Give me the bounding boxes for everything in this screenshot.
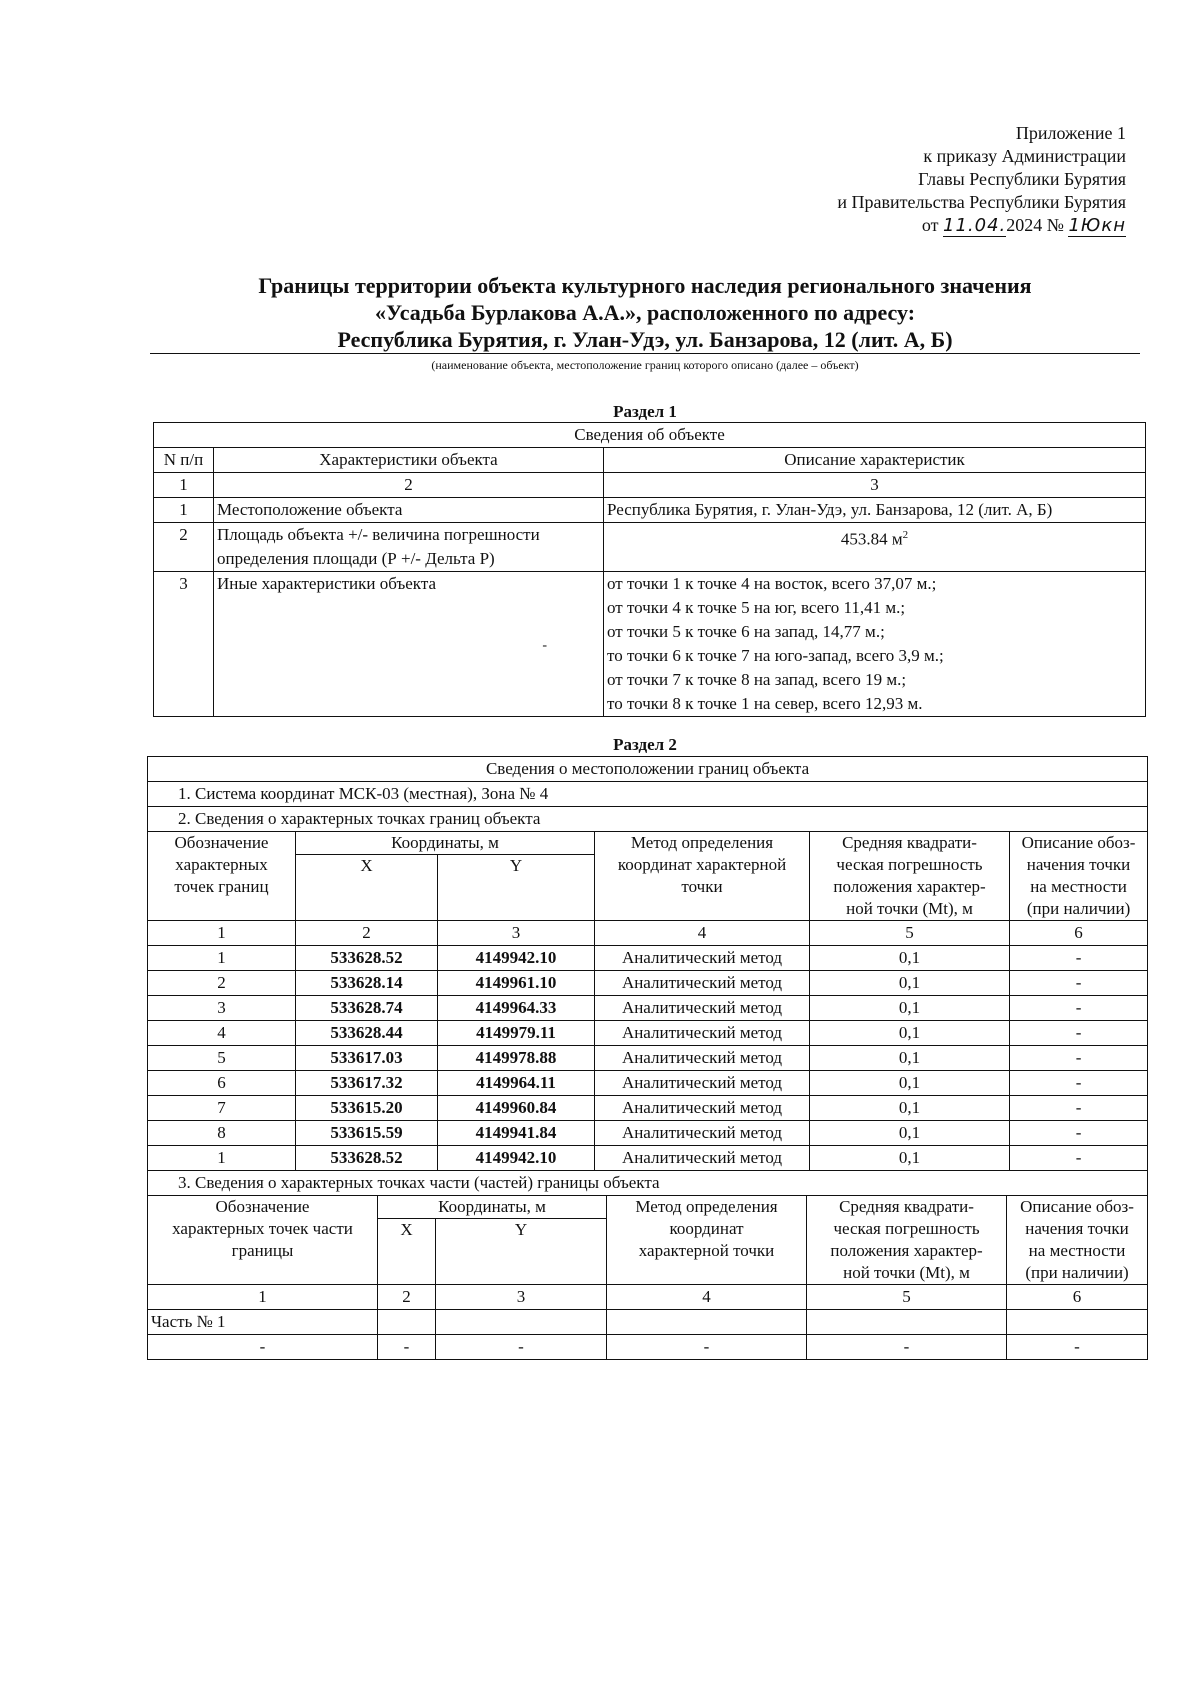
appendix-date-line bbox=[837, 214, 1126, 237]
column-number: 5 bbox=[810, 921, 1010, 946]
points-body bbox=[148, 946, 1148, 1171]
boundary-description-line: от точки 4 к точке 5 на юг, всего 11,41 м.; bbox=[607, 598, 906, 617]
header-line: Обозначение bbox=[215, 1197, 310, 1216]
point-method: Аналитический метод bbox=[595, 1046, 810, 1071]
point-description: - bbox=[1010, 971, 1148, 996]
column-number: 6 bbox=[1010, 921, 1148, 946]
date-year: 2024 bbox=[1006, 215, 1043, 235]
column-number: 3 bbox=[604, 473, 1146, 498]
point-description: - bbox=[1010, 946, 1148, 971]
point-x: 533615.59 bbox=[296, 1121, 438, 1146]
part-label: Часть № 1 bbox=[148, 1310, 378, 1335]
point-y: 4149942.10 bbox=[438, 946, 595, 971]
header-y: Y bbox=[436, 1219, 607, 1285]
header-error bbox=[807, 1196, 1007, 1285]
area-unit-sup: 2 bbox=[902, 529, 909, 541]
point-mt: 0,1 bbox=[810, 1146, 1010, 1171]
header-x: X bbox=[378, 1219, 436, 1285]
table-row bbox=[148, 971, 1148, 996]
table-row bbox=[148, 1071, 1148, 1096]
point-id: 4 bbox=[148, 1021, 296, 1046]
header-line: характерной точки bbox=[638, 1241, 775, 1260]
empty-cell bbox=[436, 1310, 607, 1335]
appendix-line: и Правительства Республики Бурятия bbox=[837, 192, 1126, 212]
part-cell: - bbox=[607, 1335, 807, 1360]
header-line: ной точки (Mt), м bbox=[846, 899, 973, 918]
title-line-1: Границы территории объекта культурного наследия регионального значения bbox=[258, 273, 1032, 298]
column-number: 5 bbox=[807, 1285, 1007, 1310]
header-designation bbox=[148, 832, 296, 921]
point-description: - bbox=[1010, 996, 1148, 1021]
part-cell: - bbox=[378, 1335, 436, 1360]
point-mt: 0,1 bbox=[810, 1046, 1010, 1071]
column-number: 6 bbox=[1007, 1285, 1148, 1310]
point-id: 6 bbox=[148, 1071, 296, 1096]
table-row bbox=[148, 1335, 1148, 1360]
table-row bbox=[148, 1096, 1148, 1121]
header-method bbox=[607, 1196, 807, 1285]
characteristic-name-text: Иные характеристики объекта bbox=[217, 574, 437, 593]
point-mt: 0,1 bbox=[810, 946, 1010, 971]
appendix-line: к приказу Администрации bbox=[923, 146, 1126, 166]
characteristic-name-line: Площадь объекта +/- величина погрешности bbox=[217, 525, 540, 544]
column-number: 1 bbox=[148, 1285, 378, 1310]
document-title bbox=[150, 272, 1140, 354]
part-cell: - bbox=[1007, 1335, 1148, 1360]
point-y: 4149979.11 bbox=[438, 1021, 595, 1046]
point-mt: 0,1 bbox=[810, 996, 1010, 1021]
header-cell: N п/п bbox=[154, 448, 214, 473]
characteristic-name bbox=[214, 572, 604, 717]
header-line: положения характер- bbox=[833, 877, 986, 896]
point-method: Аналитический метод bbox=[595, 1146, 810, 1171]
point-x: 533628.44 bbox=[296, 1021, 438, 1046]
point-y: 4149978.88 bbox=[438, 1046, 595, 1071]
point-mt: 0,1 bbox=[810, 971, 1010, 996]
order-number-handwritten: 1Юкн bbox=[1068, 215, 1126, 236]
point-y: 4149960.84 bbox=[438, 1096, 595, 1121]
header-line: характерных bbox=[175, 855, 268, 874]
section2-parts-table bbox=[147, 1195, 1148, 1360]
header-cell: Описание характеристик bbox=[604, 448, 1146, 473]
table-row bbox=[154, 572, 1146, 717]
table-row bbox=[148, 807, 1148, 832]
table-row bbox=[148, 946, 1148, 971]
boundary-description-line: то точки 8 к точке 1 на север, всего 12,93 м. bbox=[607, 694, 923, 713]
characteristic-value bbox=[604, 523, 1146, 572]
header-error bbox=[810, 832, 1010, 921]
header-line: границы bbox=[231, 1241, 294, 1260]
header-coordinates: Координаты, м bbox=[296, 832, 595, 855]
column-number: 4 bbox=[607, 1285, 807, 1310]
part-cell: - bbox=[807, 1335, 1007, 1360]
title-line-2: «Усадьба Бурлакова А.А.», расположенного по адресу: bbox=[374, 300, 916, 325]
point-description: - bbox=[1010, 1021, 1148, 1046]
point-mt: 0,1 bbox=[810, 1096, 1010, 1121]
table-header-row bbox=[154, 448, 1146, 473]
header-line: точки bbox=[681, 877, 723, 896]
parts-subtitle: 3. Сведения о характерных точках части (частей) границы объекта bbox=[148, 1171, 1148, 1196]
table-header-row bbox=[148, 1196, 1148, 1219]
point-method: Аналитический метод bbox=[595, 996, 810, 1021]
section2-points-table bbox=[147, 756, 1148, 1196]
header-line: координат bbox=[669, 1219, 744, 1238]
table-row bbox=[148, 1171, 1148, 1196]
column-number: 2 bbox=[214, 473, 604, 498]
point-method: Аналитический метод bbox=[595, 971, 810, 996]
point-method: Аналитический метод bbox=[595, 1121, 810, 1146]
header-line: начения точки bbox=[1026, 855, 1131, 874]
characteristic-name: Местоположение объекта bbox=[214, 498, 604, 523]
header-line: (при наличии) bbox=[1025, 1263, 1129, 1282]
column-number: 2 bbox=[378, 1285, 436, 1310]
point-method: Аналитический метод bbox=[595, 1021, 810, 1046]
table-title: Сведения об объекте bbox=[154, 423, 1146, 448]
title-line-3: Республика Бурятия, г. Улан-Удэ, ул. Банзарова, 12 (лит. А, Б) bbox=[150, 326, 1140, 354]
header-line: координат характерной bbox=[617, 855, 787, 874]
header-line: Описание обоз- bbox=[1020, 1197, 1134, 1216]
header-line: ческая погрешность bbox=[836, 855, 983, 874]
section1-table bbox=[153, 422, 1146, 717]
part-cell: - bbox=[436, 1335, 607, 1360]
point-x: 533628.14 bbox=[296, 971, 438, 996]
table-row bbox=[148, 1121, 1148, 1146]
header-line: характерных точек части bbox=[172, 1219, 353, 1238]
point-mt: 0,1 bbox=[810, 1121, 1010, 1146]
title-subnote: (наименование объекта, местоположение границ которого описано (далее – объект) bbox=[431, 358, 859, 372]
header-line: положения характер- bbox=[830, 1241, 983, 1260]
header-line: Обозначение bbox=[174, 833, 269, 852]
point-mt: 0,1 bbox=[810, 1071, 1010, 1096]
header-line: Метод определения bbox=[635, 1197, 778, 1216]
column-number: 1 bbox=[148, 921, 296, 946]
header-line: на местности bbox=[1028, 1241, 1126, 1260]
point-x: 533628.74 bbox=[296, 996, 438, 1021]
table-row bbox=[148, 996, 1148, 1021]
empty-cell bbox=[807, 1310, 1007, 1335]
header-description bbox=[1010, 832, 1148, 921]
point-y: 4149961.10 bbox=[438, 971, 595, 996]
point-description: - bbox=[1010, 1146, 1148, 1171]
area-value: 453.84 м bbox=[840, 529, 903, 549]
row-number: 3 bbox=[154, 572, 214, 717]
row-number: 2 bbox=[154, 523, 214, 572]
header-line: на местности bbox=[1030, 877, 1127, 896]
date-prefix: от bbox=[921, 215, 939, 235]
table-row bbox=[154, 498, 1146, 523]
point-method: Аналитический метод bbox=[595, 946, 810, 971]
empty-cell bbox=[1007, 1310, 1148, 1335]
header-line: точек границ bbox=[174, 877, 269, 896]
table-row bbox=[148, 1021, 1148, 1046]
point-mt: 0,1 bbox=[810, 1021, 1010, 1046]
part-cell: - bbox=[148, 1335, 378, 1360]
point-x: 533628.52 bbox=[296, 946, 438, 971]
point-y: 4149964.33 bbox=[438, 996, 595, 1021]
point-id: 3 bbox=[148, 996, 296, 1021]
appendix-line: Приложение 1 bbox=[1015, 123, 1126, 143]
point-id: 5 bbox=[148, 1046, 296, 1071]
header-line: ной точки (Mt), м bbox=[843, 1263, 970, 1282]
point-x: 533617.03 bbox=[296, 1046, 438, 1071]
header-line: Метод определения bbox=[630, 833, 774, 852]
column-number: 3 bbox=[436, 1285, 607, 1310]
header-x: X bbox=[296, 855, 438, 921]
boundary-description-line: от точки 5 к точке 6 на запад, 14,77 м.; bbox=[607, 622, 885, 641]
column-number-row bbox=[148, 921, 1148, 946]
coordinate-system: 1. Система координат МСК-03 (местная), Зона № 4 bbox=[148, 782, 1148, 807]
point-description: - bbox=[1010, 1121, 1148, 1146]
header-line: ческая погрешность bbox=[833, 1219, 980, 1238]
point-description: - bbox=[1010, 1096, 1148, 1121]
header-line: Средняя квадрати- bbox=[839, 1197, 974, 1216]
table-row bbox=[148, 782, 1148, 807]
header-y: Y bbox=[438, 855, 595, 921]
point-y: 4149941.84 bbox=[438, 1121, 595, 1146]
header-cell: Характеристики объекта bbox=[214, 448, 604, 473]
header-line: Средняя квадрати- bbox=[842, 833, 977, 852]
point-id: 7 bbox=[148, 1096, 296, 1121]
table-header-row bbox=[148, 832, 1148, 855]
row-number: 1 bbox=[154, 498, 214, 523]
table-title: Сведения о местоположении границ объекта bbox=[148, 757, 1148, 782]
header-method bbox=[595, 832, 810, 921]
table-row bbox=[148, 757, 1148, 782]
header-line: Описание обоз- bbox=[1021, 833, 1136, 852]
point-y: 4149942.10 bbox=[438, 1146, 595, 1171]
header-description bbox=[1007, 1196, 1148, 1285]
date-day-handwritten: 11.04. bbox=[943, 215, 1007, 236]
point-x: 533617.32 bbox=[296, 1071, 438, 1096]
table-row bbox=[154, 423, 1146, 448]
column-number: 1 bbox=[154, 473, 214, 498]
boundary-description-line: то точки 6 к точке 7 на юго-запад, всего 3,9 м.; bbox=[607, 646, 944, 665]
table-row bbox=[148, 1046, 1148, 1071]
point-id: 8 bbox=[148, 1121, 296, 1146]
characteristic-name-line: определения площади (Р +/- Дельта Р) bbox=[217, 549, 495, 568]
table-row bbox=[154, 523, 1146, 572]
column-number: 3 bbox=[438, 921, 595, 946]
column-number-row bbox=[154, 473, 1146, 498]
characteristic-value bbox=[604, 572, 1146, 717]
boundary-description-line: от точки 1 к точке 4 на восток, всего 37,07 м.; bbox=[607, 574, 937, 593]
table-row bbox=[148, 1310, 1148, 1335]
header-coordinates: Координаты, м bbox=[378, 1196, 607, 1219]
point-id: 1 bbox=[148, 1146, 296, 1171]
column-number: 4 bbox=[595, 921, 810, 946]
empty-cell bbox=[378, 1310, 436, 1335]
characteristic-value: Республика Бурятия, г. Улан-Удэ, ул. Банзарова, 12 (лит. А, Б) bbox=[604, 498, 1146, 523]
point-id: 2 bbox=[148, 971, 296, 996]
header-line: начения точки bbox=[1025, 1219, 1129, 1238]
point-description: - bbox=[1010, 1046, 1148, 1071]
empty-cell bbox=[607, 1310, 807, 1335]
characteristic-name bbox=[214, 523, 604, 572]
point-method: Аналитический метод bbox=[595, 1096, 810, 1121]
points-subtitle: 2. Сведения о характерных точках границ объекта bbox=[148, 807, 1148, 832]
number-sign: № bbox=[1046, 215, 1064, 235]
appendix-block bbox=[837, 122, 1126, 237]
point-method: Аналитический метод bbox=[595, 1071, 810, 1096]
appendix-line: Главы Республики Бурятия bbox=[918, 169, 1126, 189]
column-number-row bbox=[148, 1285, 1148, 1310]
header-line: (при наличии) bbox=[1026, 899, 1131, 918]
point-description: - bbox=[1010, 1071, 1148, 1096]
point-y: 4149964.11 bbox=[438, 1071, 595, 1096]
section1-heading: Раздел 1 bbox=[613, 402, 677, 421]
column-number: 2 bbox=[296, 921, 438, 946]
point-x: 533628.52 bbox=[296, 1146, 438, 1171]
stray-dash: - bbox=[542, 638, 547, 653]
table-row bbox=[148, 1146, 1148, 1171]
point-x: 533615.20 bbox=[296, 1096, 438, 1121]
header-designation bbox=[148, 1196, 378, 1285]
section2-heading: Раздел 2 bbox=[613, 735, 677, 754]
boundary-description-line: от точки 7 к точке 8 на запад, всего 19 м.; bbox=[607, 670, 907, 689]
point-id: 1 bbox=[148, 946, 296, 971]
